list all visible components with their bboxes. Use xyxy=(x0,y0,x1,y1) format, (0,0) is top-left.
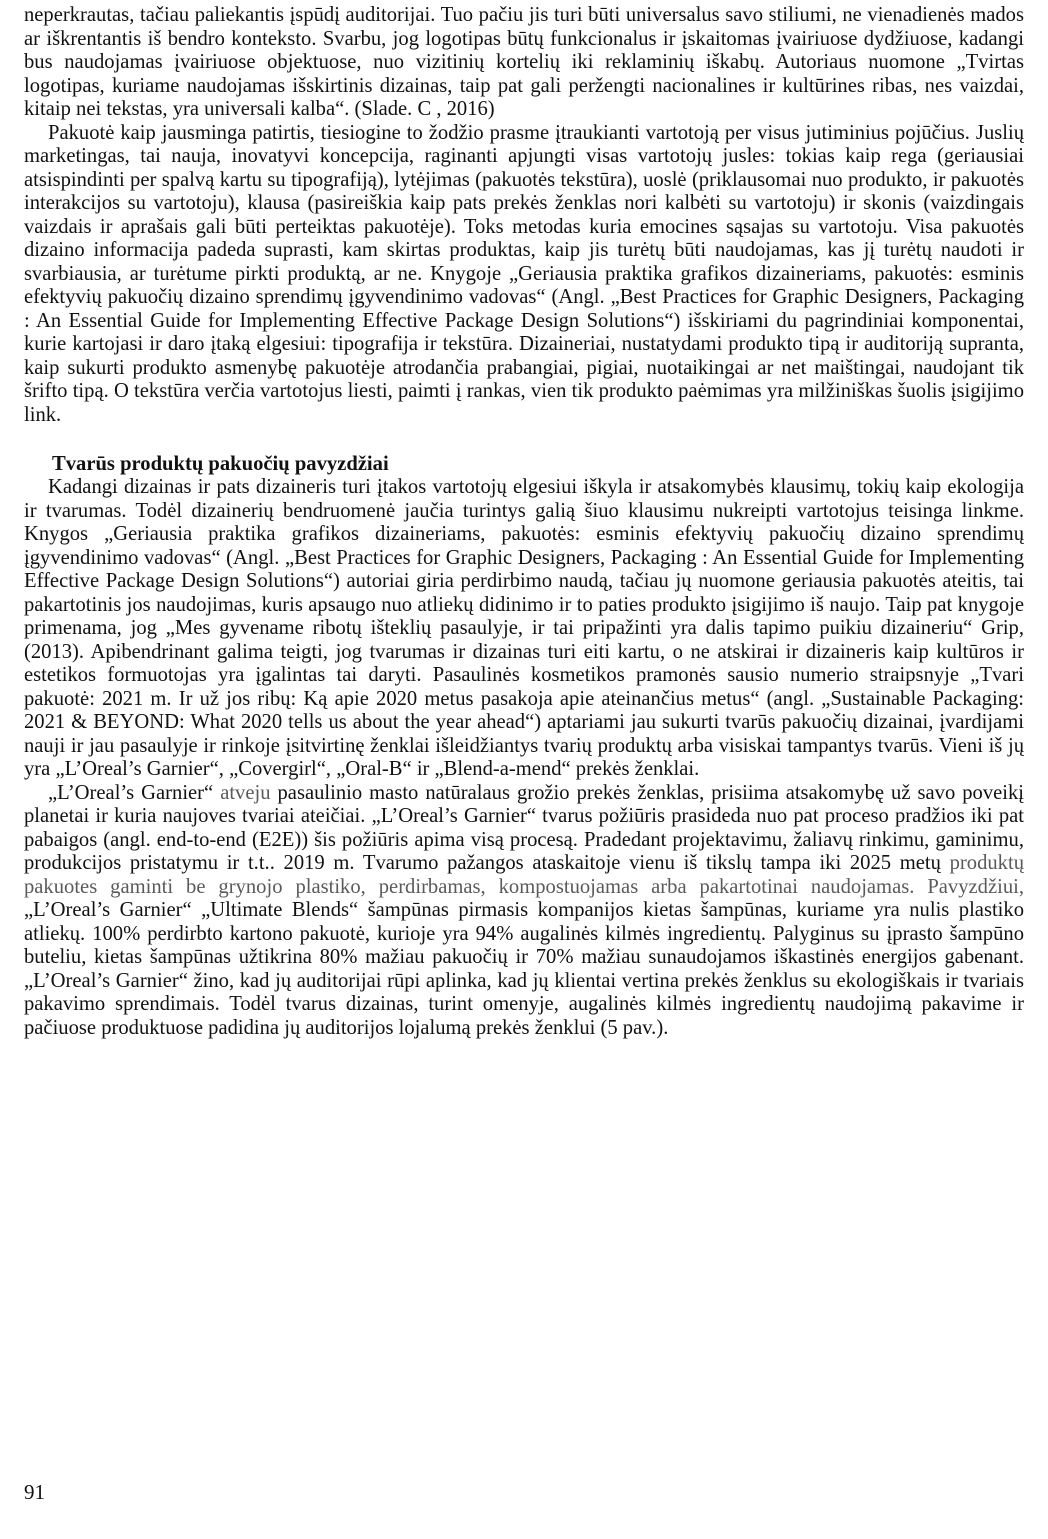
paragraph-sensory-packaging: Pakuotė kaip jausminga patirtis, tiesiogine to žodžio prasme įtraukianti vartotoją per visus jutiminius pojūčius. Juslių marketingas, tai nauja, inovatyvi koncepcija, raginanti apjungti visas vartotojų jusles: tokias kaip rega (geriausiai atsispindinti per spalvą kartu su tipografiją), lytėjimas (pakuotės tekstūra), uoslė (priklausomai nuo produkto, ir pakuotės interakcijos su vartotoju), klausa (pasireiškia kaip pats prekės ženklas nori kalbėti su vartotoju) ir skonis (vaizdingais vaizdais ir aprašais gali būti perteiktas pakuotėje). Toks metodas kuria emocines sąsajas su vartotoju. Visa pakuotės dizaino informacija padeda suprasti, kam skirtas produktas, kaip jis turėtų būti naudojamas, kas jį turėtų naudoti ir svarbiausia, ar turėtume pirkti produktą, ar ne. Knygoje „Geriausia praktika grafikos dizaineriams, pakuotės: esminis efektyvių pakuočių dizaino sprendimų įgyvendinimo vadovas“ (Angl. „Best Practices for Graphic Designers, Packaging : An Essential Guide for Implementing Effective Package Design Solutions“) išskiriami du pagrindiniai komponentai, kurie kartojasi ir daro įtaką elgesiui: tipografija ir tekstūra. Dizaineriai, nustatydami produkto tipą ir auditoriją supranta, kaip sukurti produkto asmenybę pakuotėje atrodančia prabangiai, pigiai, nuotaikingai ar net maištingai, naudojant tik šrifto tipą. O tekstūra verčia vartotojus liesti, paimti į rankas, vien tik produkto paėmimas yra milžiniškas šuolis įsigijimo link. xyxy=(24,121,1024,426)
paragraph-garnier-part2: atveju xyxy=(220,781,271,804)
paragraph-logo-continuation: neperkrautas, tačiau paliekantis įspūdį auditorijai. Tuo pačiu jis turi būti universalus savo stiliumi, ne vienadienės mados ar iškrentantis iš bendro konteksto. Svarbu, jog logotipas būtų funkcionalus ir įskaitomas įvairiuose dydžiuose, kadangi bus naudojamas įvairiuose objektuose, nuo vizitinių kortelių iki reklaminių iškabų. Autoriaus nuomone „Tvirtas logotipas, kuriame naudojamas išskirtinis dizainas, taip pat gali peržengti nacionalines ir kultūrines ribas, nes vaizdai, kitaip nei tekstas, yra universali kalba“. (Slade. C , 2016) xyxy=(24,4,1024,120)
paragraph-garnier-example xyxy=(24,782,1024,1041)
paragraph-garnier-part1: „L’Oreal’s Garnier“ xyxy=(48,781,221,804)
paragraph-garnier-part4: produktų pakuotes gaminti be grynojo plastiko, perdirbamas, kompostuojamas arba pakartotinai naudojamas. Pavyzdžiui, xyxy=(24,852,1024,898)
section-heading: Tvarūs produktų pakuočių pavyzdžiai xyxy=(52,453,389,475)
paragraph-garnier-part3: pasaulinio masto natūralaus grožio prekės ženklas, prisiima atsakomybę už savo poveikį planetai ir kuria naujoves tvariai ateičiai. „L’Oreal’s Garnier“ tvarus požiūris prasideda nuo pat proceso pradžios iki pat pabaigos (angl. end-to-end (E2E)) šis požiūris apima visą procesą. Pradedant projektavimu, žaliavų rinkimu, gaminimu, produkcijos pristatymu ir t.t.. 2019 m. Tvarumo pažangos ataskaitoje vienu iš tikslų tampa iki 2025 metų xyxy=(24,781,1025,874)
paragraph-sustainability: Kadangi dizainas ir pats dizaineris turi įtakos vartotojų elgesiui iškyla ir atsakomybės klausimų, tokių kaip ekologija ir tvarumas. Todėl dizainerių bendruomenė jaučia turintys galią šiuo klausimu nukreipti vartotojus teisinga linkme. Knygos „Geriausia praktika grafikos dizaineriams, pakuotės: esminis efektyvių pakuočių dizaino sprendimų įgyvendinimo vadovas“ (Angl. „Best Practices for Graphic Designers, Packaging : An Essential Guide for Implementing Effective Package Design Solutions“) autoriai giria perdirbimo naudą, tačiau jų nuomone geriausia pakuotės ateitis, tai pakartotinis jos naudojimas, kuris apsaugo nuo atliekų didinimo ir to paties produkto įsigijimo iš naujo. Taip pat knygoje primenama, jog „Mes gyvename ribotų išteklių pasaulyje, ir tai pripažinti yra dalis tapimo puikiu dizaineriu“ Grip, (2013). Apibendrinant galima teigti, jog tvarumas ir dizainas turi eiti kartu, o ne atskirai ir dizaineris kaip kultūros ir estetikos formuotojas yra įgalintas tai daryti. Pasaulinės kosmetikos pramonės sausio numerio straipsnyje „Tvari pakuotė: 2021 m. Ir už jos ribų: Ką apie 2020 metus pasakoja apie ateinančius metus“ (angl. „Sustainable Packaging: 2021 & BEYOND: What 2020 tells us about the year ahead“) aptariami jau sukurti tvarūs pakuočių dizainai, įvardijami nauji ir jau pasaulyje ir rinkoje įsitvirtinę ženklai išleidžiantys tvarių produktų arba visiskai tampantys tvarūs. Vieni iš jų yra „L’Oreal’s Garnier“, „Covergirl“, „Oral-B“ ir „Blend-a-mend“ prekės ženklai. xyxy=(24,476,1024,780)
page-number: 91 xyxy=(24,1480,45,1504)
document-page xyxy=(24,4,1024,1040)
paragraph-garnier-part5: „L’Oreal’s Garnier“ „Ultimate Blends“ šampūnas pirmasis kompanijos kietas šampūnas, kuriame yra nulis plastiko atliekų. 100% perdirbto kartono pakuotė, kurioje yra 94% augalinės kilmės ingredientų. Palyginus su įprasto šampūno buteliu, kietas šampūnas užtikrina 80% mažiau pakuočių ir 70% mažiau sunaudojamos iškastinės energijos gabenant. „L’Oreal’s Garnier“ žino, kad jų auditorijai rūpi aplinka, kad jų klientai vertina prekės ženklus su ekologiškais ir tvariais pakavimo sprendimais. Todėl tvarus dizainas, turint omenyje, augalinės kilmės ingredientų naudojimą pakavime ir pačiuose produktuose padidina jų auditorijos lojalumą prekės ženklui (5 pav.). xyxy=(24,899,1024,1039)
